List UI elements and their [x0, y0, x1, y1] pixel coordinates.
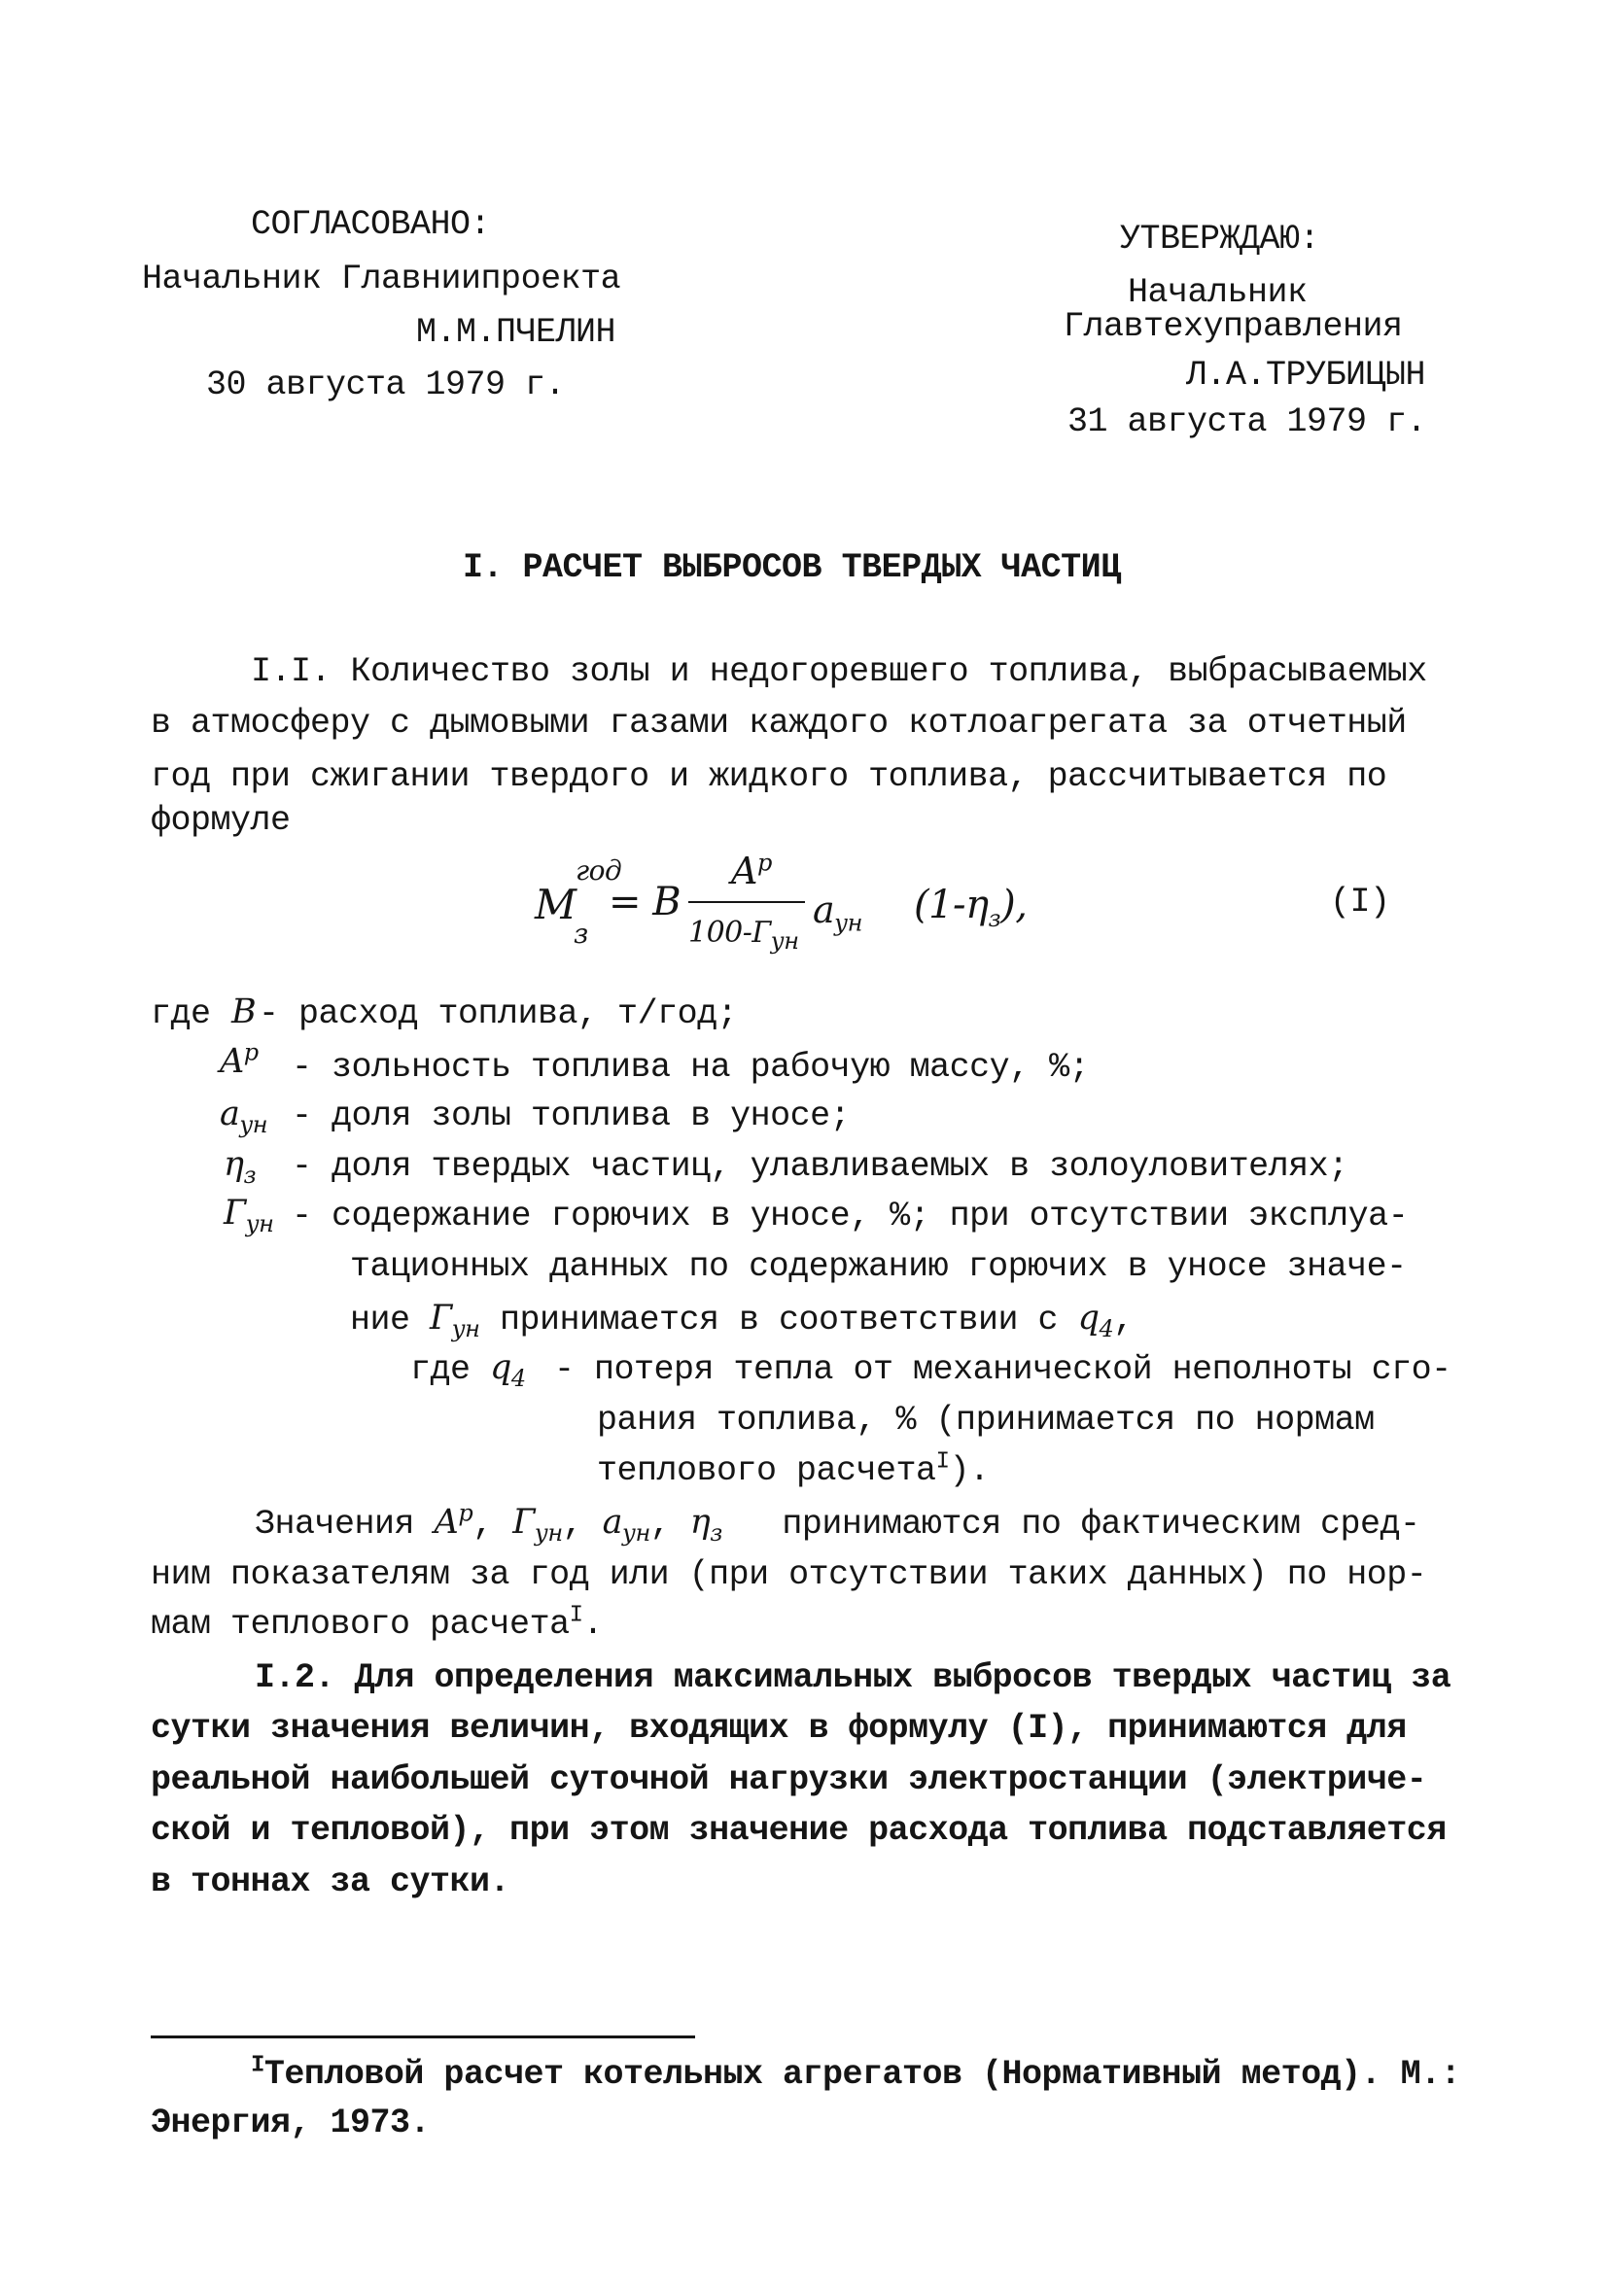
- def-aun-symbol: $a_{ун}$: [220, 1095, 268, 1138]
- footnote-divider: [151, 2035, 695, 2038]
- def-b-symbol: B: [231, 992, 257, 1031]
- para-1-1-line-1: I.I. Количество золы и недогоревшего топлива, выбрасываемых: [251, 652, 1427, 691]
- def-a-text: - зольность топлива на рабочую массу, %;: [292, 1048, 1090, 1087]
- def-b-text: - расход топлива, т/год;: [259, 994, 738, 1033]
- approval-left-position: Начальник Главниипроекта: [142, 260, 621, 298]
- para-1-2-line-4: ской и тепловой), при этом значение расхода топлива подставляется: [151, 1811, 1447, 1850]
- def-q4-symbol: $q_4$: [490, 1348, 526, 1392]
- approval-right-date: 31 августа 1979 г.: [1067, 402, 1427, 441]
- para-1-2-line-3: реальной наибольшей суточной нагрузки электростанции (электриче-: [151, 1760, 1427, 1799]
- def-eta-text: - доля твердых частиц, улавливаемых в золоуловителях;: [292, 1147, 1348, 1186]
- formula-number: (I): [1330, 883, 1390, 922]
- formula-lhs-sup: год: [576, 854, 622, 887]
- def-g-text-3: ние $Г_{ун}$ принимается в соответствии с $q_4$,: [350, 1299, 1134, 1342]
- formula-paren: $(1-\eta_з)$,: [914, 883, 1028, 932]
- def-a-symbol: $A^p$: [220, 1038, 259, 1081]
- def-q4-text-2: рания топлива, % (принимается по нормам: [597, 1401, 1375, 1440]
- approval-left-date: 30 августа 1979 г.: [206, 365, 566, 404]
- formula-denominator: $100-Г_{ун}$: [688, 916, 799, 955]
- approval-right-title: УТВЕРЖДАЮ:: [1120, 220, 1320, 259]
- section-title: I. РАСЧЕТ ВЫБРОСОВ ТВЕРДЫХ ЧАСТИЦ: [463, 548, 1121, 587]
- def-where: где: [151, 994, 211, 1033]
- formula-factor: $a_{ун}$: [813, 888, 862, 937]
- approval-right-position-1: Начальник: [1128, 273, 1308, 312]
- def-g-symbol: $Г_{ун}$: [224, 1194, 274, 1237]
- def-eta-symbol: $\eta_з$: [224, 1145, 257, 1189]
- formula-fraction-bar: [688, 901, 805, 903]
- footnote-line-2: Энергия, 1973.: [151, 2104, 431, 2142]
- def-g-text-1: - содержание горючих в уносе, %; при отсутствии эксплуа-: [292, 1197, 1409, 1235]
- formula-eq-b: = B: [609, 880, 682, 924]
- para-1-1-line-2: в атмосферу с дымовыми газами каждого котлоагрегата за отчетный: [151, 704, 1407, 743]
- formula-numerator: $A^p$: [731, 849, 772, 892]
- values-line-1: Значения $A^p$, $Г_{ун}$, $a_{ун}$, $\eta_з$ принимаются по фактическим сред-: [255, 1499, 1420, 1547]
- footnote-line-1: $^I$Тепловой расчет котельных агрегатов (Нормативный метод). М.:: [251, 2052, 1461, 2094]
- def-q4-text-3: теплового расчета$^I$).: [597, 1448, 990, 1490]
- def-q4-where: где: [410, 1350, 471, 1389]
- approval-left-name: М.М.ПЧЕЛИН: [416, 313, 616, 352]
- para-1-2-line-5: в тоннах за сутки.: [151, 1862, 510, 1901]
- para-1-1-line-4: формуле: [151, 801, 291, 840]
- formula-lhs: M: [535, 881, 577, 928]
- def-q4-text-1: - потеря тепла от механической неполноты сго-: [554, 1350, 1451, 1389]
- def-g-text-2: тационных данных по содержанию горючих в уносе значе-: [350, 1247, 1407, 1286]
- values-line-2: ним показателям за год или (при отсутствии таких данных) по нор-: [151, 1555, 1427, 1594]
- values-line-3: мам теплового расчета$^I$.: [151, 1602, 603, 1644]
- approval-right-position-2: Главтехуправления: [1064, 307, 1403, 346]
- def-aun-text: - доля золы топлива в уносе;: [292, 1096, 851, 1135]
- approval-right-name: Л.А.ТРУБИЦЫН: [1186, 356, 1426, 395]
- para-1-2-line-2: сутки значения величин, входящих в формулу (I), принимаются для: [151, 1709, 1407, 1748]
- formula-lhs-sub: з: [574, 918, 588, 950]
- para-1-1-line-3: год при сжигании твердого и жидкого топлива, рассчитывается по: [151, 757, 1387, 796]
- approval-left-title: СОГЛАСОВАНО:: [251, 205, 491, 244]
- para-1-2-line-1: I.2. Для определения максимальных выбросов твердых частиц за: [255, 1658, 1451, 1697]
